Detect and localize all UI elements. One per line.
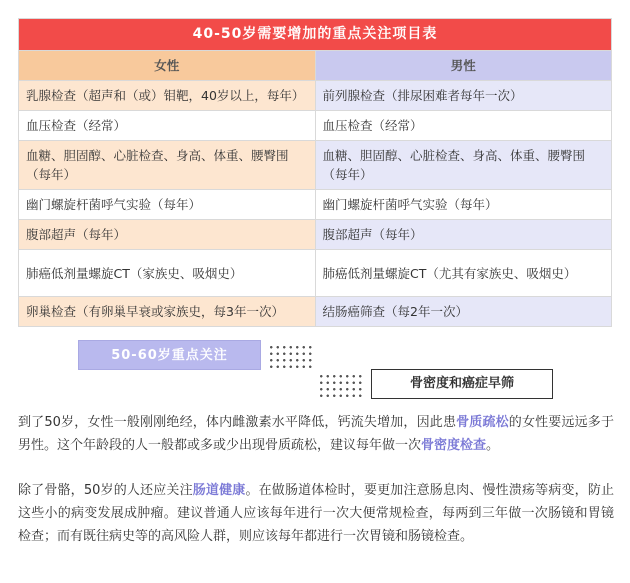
highlight-bone-density-test: 骨密度检查 — [421, 438, 487, 453]
female-cell: 幽门螺旋杆菌呼气实验（每年） — [19, 190, 316, 220]
table-row — [19, 190, 612, 220]
table-row — [19, 297, 612, 327]
paragraph-bone-density: 到了50岁，女性一般刚刚绝经，体内雌激素水平降低，钙流失增加，因此患骨质疏松的女性要远远多于男性。这个年龄段的人一般都或多或少出现骨质疏松，建议每年做一次骨密度检查。 — [18, 415, 614, 453]
female-column-header: 女性 — [19, 51, 316, 81]
section-subheading-bone-cancer: 骨密度和癌症早筛 — [371, 369, 553, 399]
paragraph-intestinal-health: 除了骨骼，50岁的人还应关注肠道健康。在做肠道体检时，要更加注意肠息肉、慢性溃疡等病变，防止这些小的病变发展成肿瘤。建议普通人应该每年进行一次大便常规检查，每两到三年做一次肠镜和胃镜检查；而有既往病史等的高风险人群，则应该每年都进行一次胃镜和肠镜检查。 — [18, 483, 614, 544]
highlight-intestinal-health: 肠道健康 — [192, 483, 246, 498]
table-row — [19, 81, 612, 111]
male-cell: 幽门螺旋杆菌呼气实验（每年） — [315, 190, 612, 220]
male-column-header: 男性 — [315, 51, 612, 81]
female-cell: 血压检查（经常） — [19, 111, 316, 141]
female-cell: 腹部超声（每年） — [19, 220, 316, 250]
female-cell: 肺癌低剂量螺旋CT（家族史、吸烟史） — [19, 250, 316, 297]
male-cell: 肺癌低剂量螺旋CT（尤其有家族史、吸烟史） — [315, 250, 612, 297]
male-cell: 血糖、胆固醇、心脏检查、身高、体重、腰臀围（每年） — [315, 141, 612, 190]
decorative-dots-icon — [318, 373, 364, 397]
male-cell: 腹部超声（每年） — [315, 220, 612, 250]
table-row — [19, 250, 612, 297]
female-cell: 血糖、胆固醇、心脏检查、身高、体重、腰臀围（每年） — [19, 141, 316, 190]
table-title: 40-50岁需要增加的重点关注项目表 — [19, 19, 612, 51]
highlight-osteoporosis: 骨质疏松 — [456, 415, 509, 430]
decorative-dots-icon — [268, 344, 314, 368]
male-cell: 结肠癌筛查（每2年一次） — [315, 297, 612, 327]
female-cell: 乳腺检查（超声和（或）钼靶，40岁以上，每年） — [19, 81, 316, 111]
female-cell: 卵巢检查（有卵巢早衰或家族史，每3年一次） — [19, 297, 316, 327]
section-heading-50-60: 50-60岁重点关注 — [78, 340, 261, 370]
table-row — [19, 141, 612, 190]
checkup-table — [18, 18, 612, 327]
table-row — [19, 220, 612, 250]
male-cell: 前列腺检查（排尿困难者每年一次） — [315, 81, 612, 111]
male-cell: 血压检查（经常） — [315, 111, 612, 141]
table-row — [19, 111, 612, 141]
